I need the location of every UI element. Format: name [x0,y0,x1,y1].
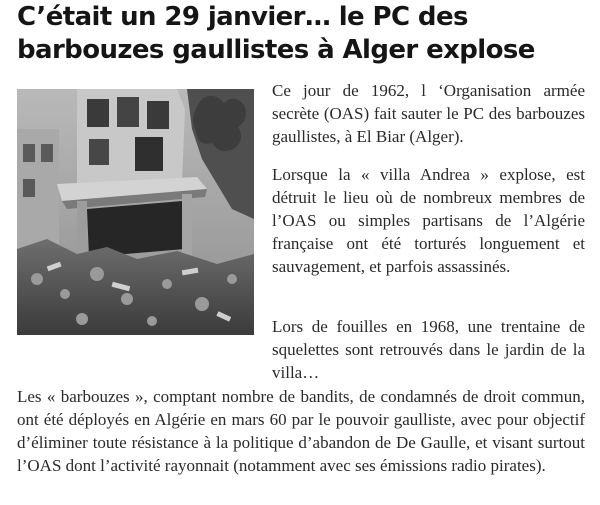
paragraph-villa-andrea: Lorsque la « villa Andrea » explose, est détruit le lieu où de nombreux membres de l’OAS ou simples partisans de l’Algérie française ont été torturés longuement et sauvagement, et parfois assassinés. [272,165,585,276]
paragraph-excavations: Lors de fouilles en 1968, une trentaine de squelettes sont retrouvés dans le jardin de la villa… [272,317,585,382]
article-title: C’était un 29 janvier… le PC des barbouzes gaullistes à Alger explose [17,2,535,65]
paragraph-intro: Ce jour de 1962, l ‘Organisation armée secrète (OAS) fait sauter le PC des barbouzes gaullistes, à El Biar (Alger). [272,81,585,146]
paragraph-barbouzes: Les « barbouzes », comptant nombre de bandits, de condamnés de droit commun, ont été déployés en Algérie en mars 60 par le pouvoir gaulliste, avec pour objectif d’éliminer toute résistance à la politique d’abandon de De Gaulle, et visant surtout l’OAS dont l’activité rayonnait (notamment avec ses émissions radio pirates). [17,387,585,475]
ruined-villa-photo [17,89,254,335]
